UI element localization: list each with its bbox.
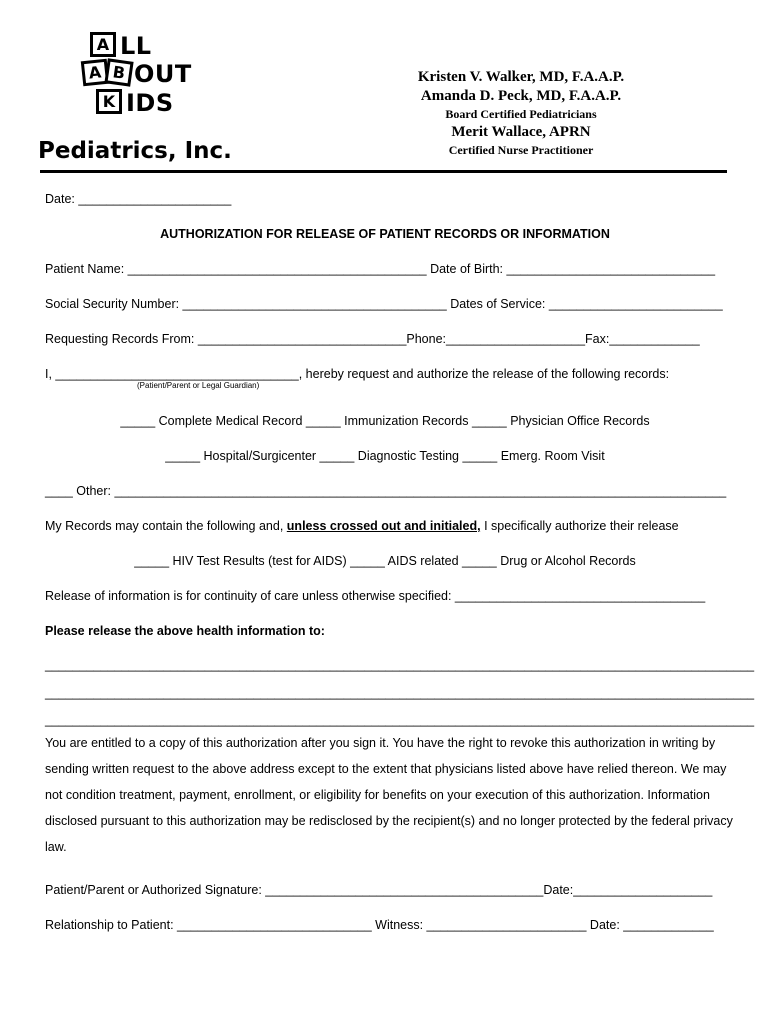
crossed-out-emphasis: unless crossed out and initialed,	[286, 519, 481, 533]
sensitive-records-statement: My Records may contain the following and, unless crossed out and initialed, I specifically authorize their release	[45, 519, 679, 533]
sensitive-records-options[interactable]: _____ HIV Test Results (test for AIDS) _____ AIDS related _____ Drug or Alcohol Records	[134, 554, 636, 568]
logo-word-out: OUT	[134, 60, 192, 88]
logo-block-k: K	[96, 89, 122, 114]
date-field[interactable]: Date: ______________________	[45, 192, 232, 206]
nurse-practitioner: Merit Wallace, APRN	[451, 124, 591, 140]
signature-field[interactable]: Patient/Parent or Authorized Signature: ________________________________________Date:____________________	[45, 883, 713, 897]
release-to-line-3[interactable]: ______________________________________________________________________________________________________	[45, 713, 755, 727]
logo-block-a: A	[90, 32, 116, 57]
nurse-practitioner-title: Certified Nurse Practitioner	[448, 143, 594, 157]
continuity-of-care-field[interactable]: Release of information is for continuity of care unless otherwise specified: ____________________________________	[45, 589, 706, 603]
release-to-line-1[interactable]: ______________________________________________________________________________________________________	[45, 658, 755, 672]
patient-name-dob-field[interactable]: Patient Name: ___________________________________________ Date of Birth: ______________________________	[45, 262, 716, 276]
record-types-row-2[interactable]: _____ Hospital/Surgicenter _____ Diagnostic Testing _____ Emerg. Room Visit	[165, 449, 605, 463]
physician-list	[380, 68, 662, 159]
logo-word-ll: LL	[120, 32, 152, 60]
practice-name: Pediatrics, Inc.	[38, 138, 232, 164]
logo-block-b: B	[104, 58, 133, 86]
relationship-witness-field[interactable]: Relationship to Patient: ____________________________ Witness: _______________________ Date: _____________	[45, 918, 714, 932]
header-divider	[40, 170, 727, 173]
record-types-row-1[interactable]: _____ Complete Medical Record _____ Immunization Records _____ Physician Office Records	[120, 414, 650, 428]
logo-word-ids: IDS	[126, 89, 174, 117]
ssn-dates-of-service-field[interactable]: Social Security Number: ______________________________________ Dates of Service: _________________________	[45, 297, 723, 311]
doctor-2: Amanda D. Peck, MD, F.A.A.P.	[420, 88, 622, 104]
logo-block-a2: A	[81, 59, 109, 87]
release-to-line-2[interactable]: ______________________________________________________________________________________________________	[45, 686, 755, 700]
board-certification: Board Certified Pediatricians	[445, 107, 597, 121]
form-title: AUTHORIZATION FOR RELEASE OF PATIENT RECORDS OR INFORMATION	[160, 227, 610, 241]
authorization-statement[interactable]: I, ___________________________________, hereby request and authorize the release of the following records:	[45, 367, 670, 381]
release-to-heading: Please release the above health information to:	[45, 624, 325, 638]
doctor-1: Kristen V. Walker, MD, F.A.A.P.	[417, 69, 625, 85]
guardian-note: (Patient/Parent or Legal Guardian)	[137, 381, 260, 390]
other-records-field[interactable]: ____ Other: ________________________________________________________________________________________	[45, 484, 727, 498]
rights-notice: You are entitled to a copy of this authorization after you sign it. You have the right to revoke this authorization in writing by sending written request to the above address except to the extent that physicians listed above have relied thereon. We may not condition treatment, payment, enrollment, or eligibility for benefits on your execution of this authorization. Information disclosed pursuant to this authorization may be redisclosed by the recipient(s) and no longer protected by the federal privacy law.	[45, 736, 733, 854]
practice-logo	[38, 28, 278, 168]
requesting-records-field[interactable]: Requesting Records From: ______________________________Phone:____________________Fax:_____________	[45, 332, 700, 346]
